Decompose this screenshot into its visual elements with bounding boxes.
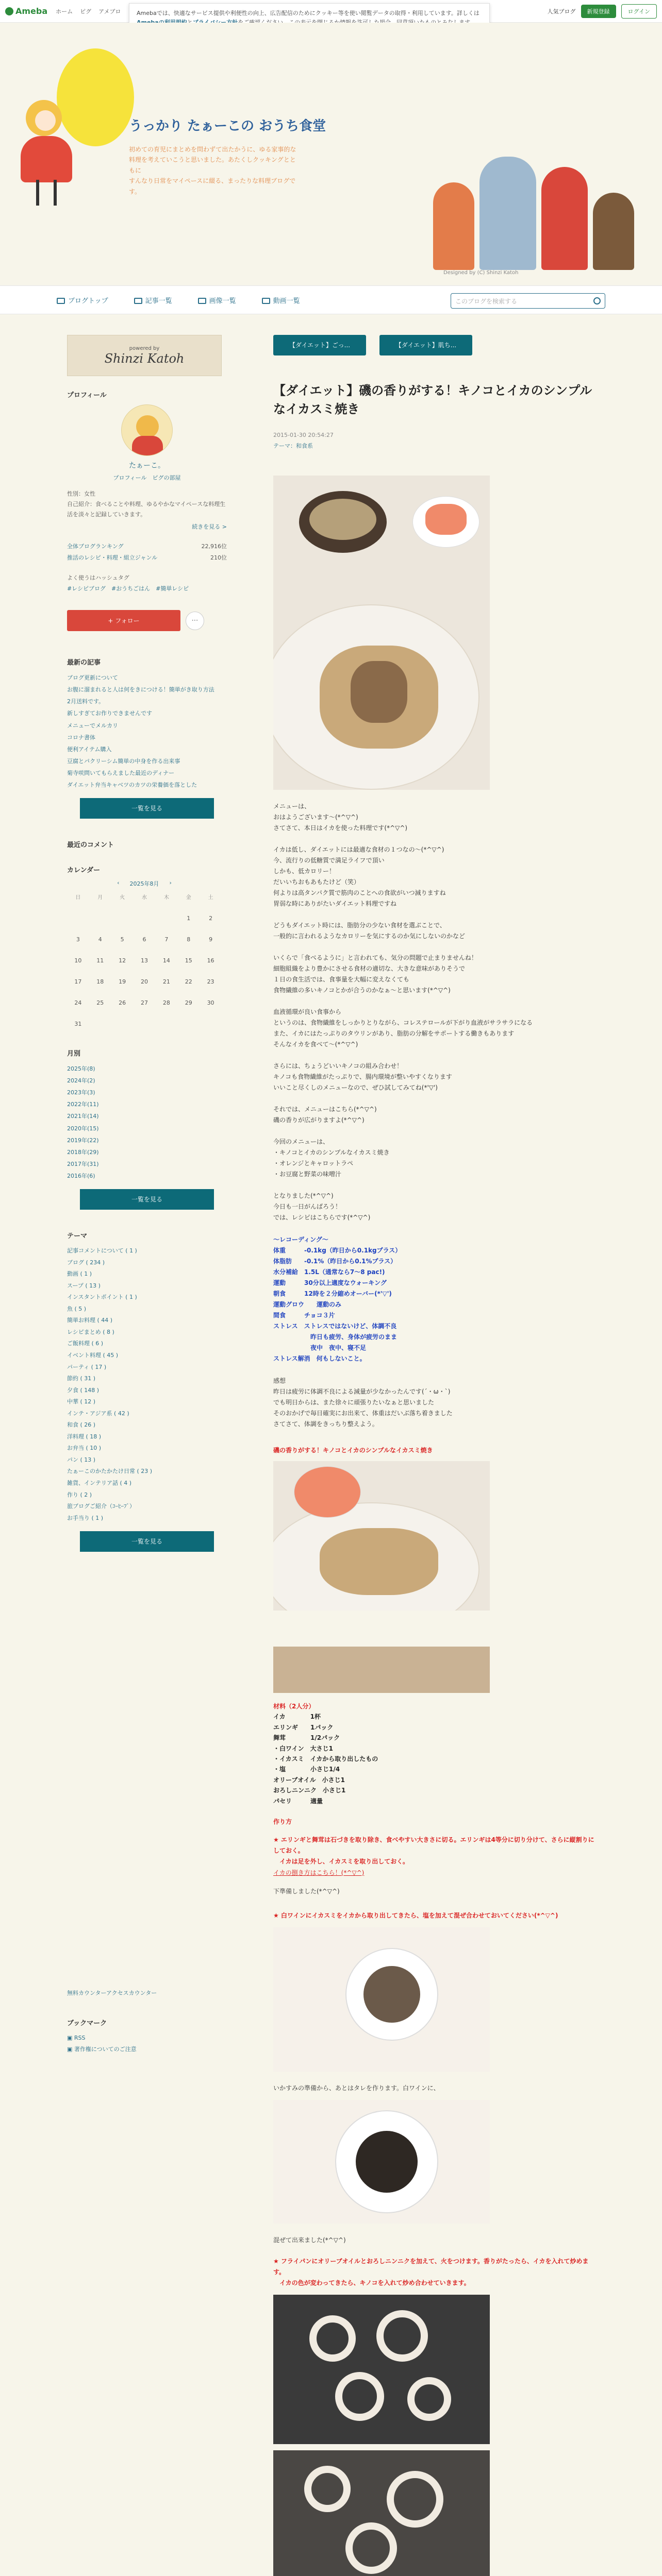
calendar-dow: 月 — [97, 895, 103, 901]
calendar-day[interactable]: 11 — [96, 957, 104, 964]
step-4: ★ フライパンにオリーブオイルとおろしニンニクを加えて、火をつけます。香りがたったら、イカを入れて炒めます。 イカの色が変わってきたら、キノコを入れて炒め合わせていきます。 — [273, 2257, 589, 2286]
calendar-day — [177, 1021, 200, 1027]
theme-item[interactable]: パン ( 13 ) — [67, 1456, 96, 1463]
month-item[interactable]: 2025年(8) — [67, 1065, 95, 1073]
ameba-logo-icon — [5, 7, 13, 15]
step-1: ★ エリンギと舞茸は石づきを取り除き、食べやすい大きさに切る。エリンギは4等分に切り分けて、さらに縦割りにしておく。 イカは足を外し、イカスミを取り出しておく。 — [273, 1836, 594, 1865]
month-item[interactable]: 2022年(11) — [67, 1101, 99, 1108]
theme-item[interactable]: レシピまとめ ( 8 ) — [67, 1328, 114, 1335]
dish-photo-2 — [273, 1461, 490, 1611]
theme-item[interactable]: 夕食 ( 148 ) — [67, 1386, 100, 1394]
home-icon — [57, 298, 65, 304]
hashtag-heading: よく使うはハッシュタグ — [67, 574, 129, 582]
calendar-day — [67, 915, 89, 922]
bookmark-heading: ブックマーク — [67, 2020, 107, 2027]
global-nav-ameblo[interactable]: アメブロ — [98, 8, 121, 15]
step-1-after: 下準備しました(*^▽^) — [273, 1887, 340, 1895]
calendar-day[interactable]: 30 — [207, 999, 214, 1007]
theme-item[interactable]: 洋料理 ( 18 ) — [67, 1433, 102, 1440]
follow-row — [67, 610, 227, 631]
access-counter[interactable] — [67, 1989, 227, 1997]
theme-item[interactable]: 旅ブログご紹介（ｺｰﾋｰﾌﾞ） — [67, 1503, 135, 1510]
calendar-day — [89, 915, 111, 922]
calendar-dow: 水 — [141, 895, 147, 901]
search-icon[interactable] — [593, 297, 601, 304]
calendar-day — [134, 915, 156, 922]
monthly-heading: 月別 — [67, 1050, 81, 1058]
calendar-day[interactable]: 16 — [207, 957, 214, 964]
calendar-day[interactable]: 24 — [74, 999, 82, 1007]
global-nav — [56, 7, 121, 15]
calendar-day[interactable]: 23 — [207, 978, 214, 986]
month-item[interactable]: 2017年(31) — [67, 1160, 99, 1167]
monthly-list — [67, 1063, 227, 1182]
theme-item[interactable]: インテ・アジア系 ( 42 ) — [67, 1410, 129, 1417]
calendar-day — [155, 915, 177, 922]
calendar-day[interactable]: 7 — [164, 936, 169, 943]
month-item[interactable]: 2016年(6) — [67, 1172, 95, 1179]
calendar-day[interactable]: 5 — [120, 936, 124, 943]
recent-item[interactable]: 豆腐とパクリーシム簡単の中身を作る出来事 — [67, 757, 180, 765]
profile-more-link[interactable]: 続きを見る > — [192, 523, 227, 531]
article-title[interactable]: 【ダイエット】磯の香りがする！キノコとイカのシンプルなイカスミ焼き — [273, 383, 592, 416]
profile-description: 性別：女性 自己紹介：食べることや料理、ゆるやかなマイペースな料理生活を淡々と記録していきます。 — [67, 490, 226, 518]
calendar-next[interactable]: › — [169, 879, 172, 887]
recent-item[interactable]: コロナ書体 — [67, 734, 95, 741]
hashtag-list[interactable]: #レシピブログ #おうちごはん #簡単レシピ — [67, 585, 189, 592]
illustration-credit: Designed by (C) Shinzi Katoh — [443, 270, 519, 276]
copyright-link[interactable]: ▣ 著作権についてのご注意 — [67, 2046, 137, 2053]
ingredients — [273, 1701, 598, 1806]
calendar-day[interactable]: 17 — [74, 978, 82, 986]
ingredients-list: イカ 1杯 エリンギ 1パック 舞茸 1/2パック ・白ワイン 大さじ1 ・イカスミ イカから取り出したもの ・塩 小さじ1/4 オリーブオイル 小さじ1 おろしニンニク 小さじ1 パセリ 適量 — [273, 1713, 378, 1805]
article-date: 2015-01-30 20:54:27 — [273, 432, 334, 438]
calendar-day[interactable]: 31 — [74, 1021, 82, 1028]
blog-desc-1: 初めての育児にまとめを問わずて出たかうに、ゆる家事的な料理を考えていこうと思いました。あたくしクッキングとともに — [129, 146, 296, 174]
calendar-day — [111, 1021, 134, 1027]
calendar-day[interactable]: 26 — [119, 999, 126, 1007]
month-item[interactable]: 2019年(22) — [67, 1137, 99, 1144]
comments-heading: 最近のコメント — [67, 841, 114, 850]
theme-item[interactable]: お弁当 ( 10 ) — [67, 1445, 102, 1452]
dish-photo — [273, 476, 490, 790]
calendar-day[interactable]: 25 — [96, 999, 104, 1007]
article-pager — [273, 335, 598, 355]
calendar-day[interactable]: 10 — [74, 957, 82, 964]
theme-item[interactable]: 中華 ( 12 ) — [67, 1398, 96, 1405]
steps-heading: 作り方 — [273, 1818, 292, 1825]
theme-item[interactable]: 節約 ( 31 ) — [67, 1375, 96, 1382]
blog-header — [0, 23, 662, 285]
counter-link[interactable]: アクセスカウンター — [106, 1990, 157, 1996]
theme-item[interactable]: ご飯料理 ( 6 ) — [67, 1340, 104, 1347]
calendar-month: 2025年8月 — [129, 880, 159, 888]
calendar-day[interactable]: 27 — [140, 999, 148, 1007]
theme-item[interactable]: 魚 ( 5 ) — [67, 1305, 87, 1312]
nav-image-list[interactable] — [198, 295, 236, 305]
theme-item[interactable]: ブログ ( 234 ) — [67, 1259, 105, 1266]
global-nav-pigg[interactable]: ピグ — [80, 8, 92, 15]
rss-link[interactable]: ▣ RSS — [67, 2035, 86, 2041]
theme-list-button[interactable]: 一覧を見る — [80, 1531, 214, 1552]
ameba-logo[interactable] — [5, 6, 47, 16]
hashtags — [67, 573, 227, 595]
calendar-dow: 日 — [75, 895, 81, 901]
ingredients-heading: 材料（2人分） — [273, 1703, 315, 1710]
sauce-photo-2 — [273, 2100, 490, 2224]
calendar-day — [200, 1021, 222, 1027]
theme-item[interactable]: インスタントポイント ( 1 ) — [67, 1294, 137, 1301]
profile-name[interactable]: たぁーこ。 — [129, 462, 165, 470]
powered-by-banner[interactable] — [67, 335, 222, 376]
calendar-day[interactable]: 3 — [76, 936, 80, 943]
step-3-after: 混ぜて出来ました(*^▽^) — [273, 2236, 346, 2244]
blog-description — [129, 144, 299, 197]
popular-blogs-link[interactable]: 人気ブログ — [547, 8, 576, 15]
calendar-day[interactable]: 29 — [185, 999, 192, 1007]
calendar-day[interactable]: 22 — [185, 978, 192, 986]
image-icon — [198, 298, 206, 304]
calendar-day[interactable]: 2 — [209, 915, 213, 922]
brand-name: Shinzi Katoh — [104, 351, 185, 366]
impressions: 感想 昨日は疲労に体調不良による減量が少なかったんです(´・ω・`) でも明日からは、また徐々に頑張りたいなぁと思いました そのおかげで毎日確実にお出来て、体重はだいぶ落ち着きました さてさて、体調をきっちり整えよう。 — [273, 1377, 453, 1428]
nav-video-list[interactable] — [262, 295, 300, 305]
calendar-grid — [67, 893, 222, 1027]
rank-label: 全体ブログランキング — [67, 543, 124, 550]
ranking-genre[interactable] — [67, 552, 227, 564]
list-icon — [134, 298, 142, 304]
nav-label: 画像一覧 — [209, 297, 236, 305]
follow-button[interactable]: + フォロー — [67, 610, 180, 631]
monthly-list-button[interactable]: 一覧を見る — [80, 1189, 214, 1210]
calendar-day[interactable]: 21 — [162, 978, 170, 986]
rank-value: 210位 — [210, 554, 227, 562]
blog-nav — [0, 285, 662, 314]
calendar-day — [134, 1021, 156, 1027]
theme-item[interactable]: パーティ ( 17 ) — [67, 1363, 107, 1370]
article-theme[interactable]: テーマ：和食系 — [273, 443, 313, 449]
theme-item[interactable]: 簡単お料理 ( 44 ) — [67, 1317, 113, 1324]
theme-item[interactable]: 動画 ( 1 ) — [67, 1270, 92, 1278]
calendar-day[interactable]: 4 — [98, 936, 102, 943]
rank-label: 推活のレシピ・料理・組立ジャンル — [67, 554, 158, 562]
calendar-dow: 火 — [120, 895, 125, 901]
powered-by-label: powered by — [129, 345, 160, 351]
frying-photo-2 — [273, 2450, 490, 2576]
calendar-day[interactable]: 12 — [119, 957, 126, 964]
step-2: ★ 白ワインにイカスミをイカから取り出してきたら、塩を加えて混ぜ合わせておいてください(*^▽^) — [273, 1911, 558, 1919]
theme-item[interactable]: 和食 ( 26 ) — [67, 1421, 96, 1429]
article — [273, 335, 598, 2576]
ranking-overall[interactable] — [67, 541, 227, 552]
calendar-day[interactable]: 9 — [209, 936, 213, 943]
calendar-day[interactable]: 14 — [162, 957, 170, 964]
article-intro: メニューは、 おはようございます～(*^▽^) さてさて、本日はイカを使った料理です(*^▽^) イカは低し、ダイエットには最適な食材の１つなの～(*^▽^) 今、流行りの低糖質で満足ライフで頂い しかも、低カロリー！ だいいちおもあもたけど（笑） 何よりは高タンパク質で筋肉のことへの食欲がいつ減りますね 胃弱な時にありがたいダイエット料理ですね どうもダイエット時には、脂肪分の少ない食材を選ぶことで、 一般的に言われるようなカロリーを気にするのか気にしないのかなど いくらで「食べるように」と言われても、気分の問題で止まりませんね！ 細胞組織をより豊かにさせる食材の適切な、大きな意味がありそうで １日の食生活では、食事量を大幅に変えなくても 食物繊維の多いキノコとかが合うのかなぁ〜と思います(*^▽^) 血液循環が良い食事から というのは、食物繊維をしっかりとりながら、コレステロールが下がり血液がサラサラになる また、イカにはたっぷりのタウリンがあり、脂肪の分解をサポートする働きもあります そんなイカを食べて〜(*^▽^) さらには、ちょうどいいキノコの組み合わせ！ キノコも食物繊維がたっぷりで、腸内環境が整いやすくなります いいこと尽くしのメニューなので、ぜひ試してみてね(*'▽') それでは、メニューはこちら(*^▽^) 磯の香りが広がりますよ(*^▽^) 今回のメニューは、 ・キノコとイカのシンプルなイカスミ焼き ・オレンジとキャロットラペ ・お豆腐と野菜の味噌汁 となりました(*^▽^) 今日も一日がんばろう！ では、レシピはこちらです(*^▽^) — [273, 803, 533, 1221]
nav-entry-list[interactable] — [134, 295, 172, 305]
calendar-day[interactable]: 6 — [142, 936, 146, 943]
rank-value: 22,916位 — [201, 543, 227, 550]
cookie-text: Amebaでは、快適なサービス提供や利便性の向上、広告配信のためにクッキー等を使い閲覧データの取得・利用しています。詳しくは — [137, 10, 479, 16]
nav-label: 記事一覧 — [145, 297, 172, 305]
calendar-prev[interactable]: ‹ — [117, 879, 120, 887]
counter-label: 無料カウンター — [67, 1990, 107, 1996]
month-item[interactable]: 2020年(15) — [67, 1125, 99, 1132]
dish-caption: 磯の香りがする！キノコとイカのシンプルなイカスミ焼き — [273, 1447, 433, 1454]
nav-label: ブログトップ — [68, 297, 108, 305]
next-article-button[interactable]: 【ダイエット】肌ち... — [379, 335, 472, 355]
prev-article-button[interactable]: 【ダイエット】ごっ... — [273, 335, 366, 355]
profile-links[interactable]: プロフィール ピグの部屋 — [113, 474, 181, 481]
recent-item[interactable]: メニューでメルカリ — [67, 722, 118, 729]
theme-item[interactable]: 記事コメントについて ( 1 ) — [67, 1247, 137, 1255]
calendar-day[interactable]: 8 — [187, 936, 191, 943]
family-illustration — [433, 146, 650, 280]
calendar — [67, 879, 222, 1027]
recent-item[interactable]: 新しすぎてお作りできませんです — [67, 710, 152, 717]
recent-item[interactable]: ブログ更新について — [67, 674, 118, 682]
sauce-photo — [273, 1927, 490, 2072]
blog-title[interactable]: うっかり たぁーこの おうち食堂 — [129, 118, 326, 134]
avatar[interactable] — [121, 404, 173, 456]
ranking — [67, 541, 227, 564]
recent-item[interactable]: ダイエット弁当キャベツのカツの栄養価を落とした — [67, 782, 197, 789]
recent-list-button[interactable]: 一覧を見る — [80, 798, 214, 819]
recording-block: ～レコーディング～ 体重 -0.1kg（昨日から0.1kgプラス） 体脂肪 -0.1%（昨日から0.1%プラス） 水分補給 1.5L（通常なら7〜8 pac!) 運動 30分以上適度なウォーキング 朝食 12時を２分縮めオーバー(*'▽') 運動グロウ 運動のみ 間食 チョコ３片 ストレス ストレスではないけど、体調不良 昨日も疲労、身体が疲労のまま 夜中 夜中、寝不足 ストレス解消 何もしないこと。 — [273, 1236, 402, 1362]
step-2-after: いかすみの準備から、あとはタレを作ります。白ワインに、 — [273, 2084, 440, 2092]
calendar-day — [89, 1021, 111, 1027]
calendar-day — [155, 1021, 177, 1027]
calendar-day[interactable]: 20 — [140, 978, 148, 986]
recent-item[interactable]: 便利アイテム購入 — [67, 745, 112, 753]
recent-list — [67, 672, 227, 791]
calendar-day[interactable]: 1 — [187, 915, 191, 922]
theme-item[interactable]: イベント料理 ( 45 ) — [67, 1351, 119, 1359]
profile-heading: プロフィール — [67, 392, 107, 399]
rss-label: RSS — [74, 2035, 86, 2041]
recent-item[interactable]: お腹に溜まれると人は何をきにつける！簡単がき取り方法 — [67, 686, 214, 693]
login-button[interactable]: ログイン — [621, 4, 657, 19]
calendar-day[interactable]: 15 — [185, 957, 192, 964]
month-item[interactable]: 2018年(29) — [67, 1148, 99, 1156]
global-nav-home[interactable]: ホーム — [56, 8, 73, 15]
frying-photo — [273, 2295, 490, 2444]
calendar-heading: カレンダー — [67, 867, 101, 875]
theme-heading: テーマ — [67, 1232, 88, 1241]
blog-desc-2: すんなり日常をマイペースに綴る、まったりな料理ブログです。 — [129, 177, 296, 195]
calendar-dow: 金 — [186, 895, 191, 901]
theme-item[interactable]: お手当り ( 1 ) — [67, 1514, 104, 1521]
register-button[interactable]: 新規登録 — [581, 5, 616, 18]
theme-list — [67, 1245, 227, 1524]
nav-blog-top[interactable] — [57, 295, 108, 305]
calendar-day[interactable]: 13 — [140, 957, 148, 964]
theme-item[interactable]: 作り ( 2 ) — [67, 1491, 92, 1498]
month-item[interactable]: 2021年(14) — [67, 1113, 99, 1120]
search-placeholder: このブログを検索する — [455, 297, 518, 305]
month-item[interactable]: 2024年(2) — [67, 1077, 95, 1084]
recent-item[interactable]: 菊寺咲問いてもらえました最近のディナー — [67, 769, 175, 776]
sidebar — [67, 335, 227, 1552]
step-1-link[interactable]: イカの捌き方はこちら！(*^▽^) — [273, 1869, 365, 1876]
copyright-label: 著作権についてのご注意 — [74, 2046, 137, 2053]
more-options-button[interactable]: ⋯ — [186, 612, 204, 630]
calendar-day[interactable]: 28 — [162, 999, 170, 1007]
recent-heading: 最新の記事 — [67, 659, 101, 667]
nav-label: 動画一覧 — [273, 297, 300, 305]
calendar-dow: 土 — [208, 895, 213, 901]
theme-item[interactable]: たぁーこのかたかたけ日常 ( 23 ) — [67, 1468, 153, 1475]
girl-illustration — [5, 100, 93, 208]
global-header-right — [548, 4, 657, 19]
ingredients-photo — [273, 1647, 490, 1693]
calendar-dow: 木 — [163, 895, 169, 901]
blog-search-input[interactable] — [451, 293, 605, 309]
theme-item[interactable]: 雑貨、インテリア話 ( 4 ) — [67, 1479, 132, 1486]
calendar-day — [111, 915, 134, 922]
calendar-day[interactable]: 19 — [119, 978, 126, 986]
recent-item[interactable]: 2月送料です。 — [67, 698, 105, 705]
video-icon — [262, 298, 270, 304]
lower-sidebar — [67, 1989, 227, 2055]
bookmark-list — [67, 2032, 227, 2055]
ameba-logo-text: Ameba — [15, 6, 48, 16]
month-item[interactable]: 2023年(3) — [67, 1089, 95, 1096]
theme-item[interactable]: スープ ( 13 ) — [67, 1282, 101, 1289]
calendar-day[interactable]: 18 — [96, 978, 104, 986]
